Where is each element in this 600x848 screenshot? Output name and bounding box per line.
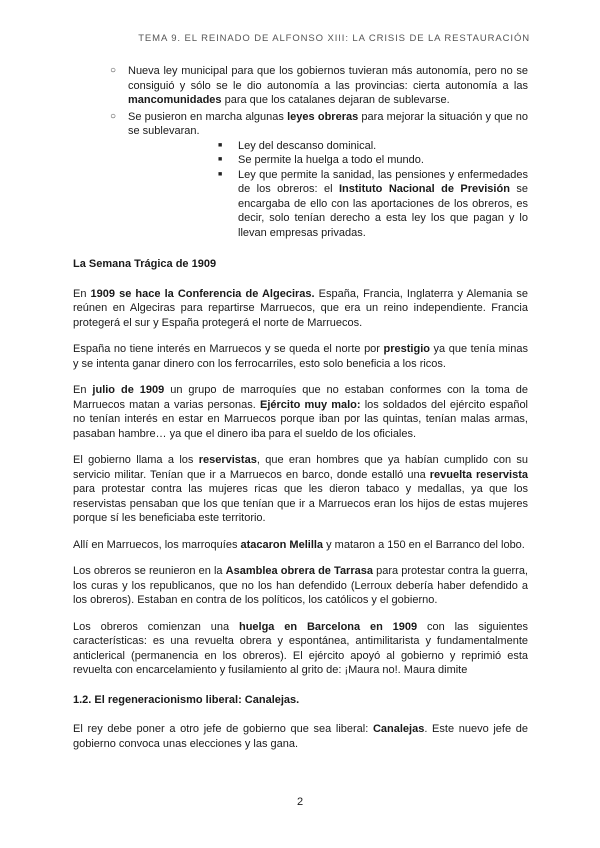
list-item xyxy=(73,64,528,108)
sub-bullet-paragraph: ■ Ley que permite la sanidad, las pensiones y enfermedades de los obreros: el Instituto Nacional de Previsión se encargaba de ello con las aportaciones de los obreros, es decir, solo tenían derecho a esta ley los que pagan y lo llevan empresas privadas. xyxy=(238,168,528,239)
page-number: 2 xyxy=(296,796,304,808)
body-paragraph: España no tiene interés en Marruecos y se queda el norte por prestigio ya que tenía minas y se intenta ganar dinero con los ferrocarriles, esto solo beneficia a los ricos. xyxy=(73,343,528,370)
body-paragraph: Los obreros comienzan una huelga en Barcelona en 1909 con las siguientes características: es una revuelta obrera y espontánea, antimilitarista y fundamentalmente anticlerical (permanencia en los obreros). El ejército apoyó al gobierno y reprimió esta revuelta con encarcelamiento y fusilamiento al grito de: ¡Maura no!. Maura dimite xyxy=(73,620,529,676)
bold-term: leyes obreras xyxy=(287,110,359,123)
bold-term: Asamblea obrera de Tarrasa xyxy=(225,565,373,577)
bold-term: Ejército muy malo: xyxy=(259,398,361,411)
bold-term: revuelta reservista xyxy=(429,468,529,481)
body-paragraph: El gobierno llama a los reservistas, que eran hombres que ya habían cumplido con su servicio militar. Tenían que ir a Marruecos en barco, donde estalló una revuelta reservista para protestar contra las mujeres ricas que les dieron tabaco y medallas, ya que los reservistas pensaban que los que tenían que ir a Marruecos eran los hijos de estas mujeres porque sí les beneficiaba este territorio. xyxy=(73,454,529,524)
body-paragraph: En julio de 1909 un grupo de marroquíes que no estaban conformes con la toma de Marruecos matan a varias personas. Ejército muy malo: los soldados del ejército español no tenían interés en estar en Marruecos porque iban por las quintas, tenían malas armas, pasaban hambre… ya que el dinero iba para el sueldo de los oficiales. xyxy=(73,384,528,440)
bullet-list xyxy=(73,64,528,240)
sub-list-item xyxy=(128,139,528,154)
sub-bullet-paragraph: ■ Se permite la huelga a todo el mundo. xyxy=(238,154,424,166)
list-item xyxy=(73,110,528,241)
running-header: TEMA 9. EL REINADO DE ALFONSO XIII: LA CRISIS DE LA RESTAURACIÓN xyxy=(138,33,530,44)
bullet-paragraph: ○ Se pusieron en marcha algunas leyes obreras para mejorar la situación y que no se sublevaran. xyxy=(128,110,529,137)
body-paragraph: Allí en Marruecos, los marroquíes atacaron Melilla y mataron a 150 en el Barranco del lobo. xyxy=(73,538,525,551)
bullet-paragraph: ○ Nueva ley municipal para que los gobiernos tuvieran más autonomía, pero no se consiguió y sólo se le dio autonomía a las provincias: cierta autonomía a las mancomunidades para que los catalanes dejaran de sublevarse. xyxy=(128,65,528,106)
sub-bullet-list xyxy=(128,139,528,241)
bold-term: 1909 se hace la Conferencia de Algeciras. xyxy=(90,287,315,300)
sub-list-item xyxy=(128,153,528,168)
bold-term: Instituto Nacional de Previsión xyxy=(339,183,510,195)
sub-list-item xyxy=(128,168,528,241)
bold-term: mancomunidades xyxy=(128,94,222,106)
page-body xyxy=(73,64,528,751)
bold-term: atacaron Melilla xyxy=(240,538,324,551)
subsection-heading: 1.2. El regeneracionismo liberal: Canalejas. xyxy=(73,693,300,706)
sub-bullet-paragraph: ■ Ley del descanso dominical. xyxy=(238,139,377,152)
bold-term: huelga en Barcelona en 1909 xyxy=(238,620,418,633)
body-paragraph: En 1909 se hace la Conferencia de Algeciras. España, Francia, Inglaterra y Alemania se reúnen en Algeciras para repartirse Marruecos, que era un reino independiente. Francia protegerá el sur y España protegerá el norte de Marruecos. xyxy=(73,287,529,329)
bold-term: Canalejas xyxy=(372,723,425,735)
body-paragraph: El rey debe poner a otro jefe de gobierno que sea liberal: Canalejas. Este nuevo jefe de gobierno convoca unas elecciones y las gana. xyxy=(73,723,528,750)
bold-term: julio de 1909 xyxy=(92,384,165,396)
body-paragraph: Los obreros se reunieron en la Asamblea obrera de Tarrasa para protestar contra la guerra, los curas y los republicanos, que no los han defendido (Lerroux debería haber defendido a los obreros). Estaban en contra de los políticos, los católicos y el gobierno. xyxy=(73,565,528,606)
section-heading: La Semana Trágica de 1909 xyxy=(73,258,217,270)
bold-term: prestigio xyxy=(383,343,430,355)
bold-term: reservistas xyxy=(198,454,257,466)
